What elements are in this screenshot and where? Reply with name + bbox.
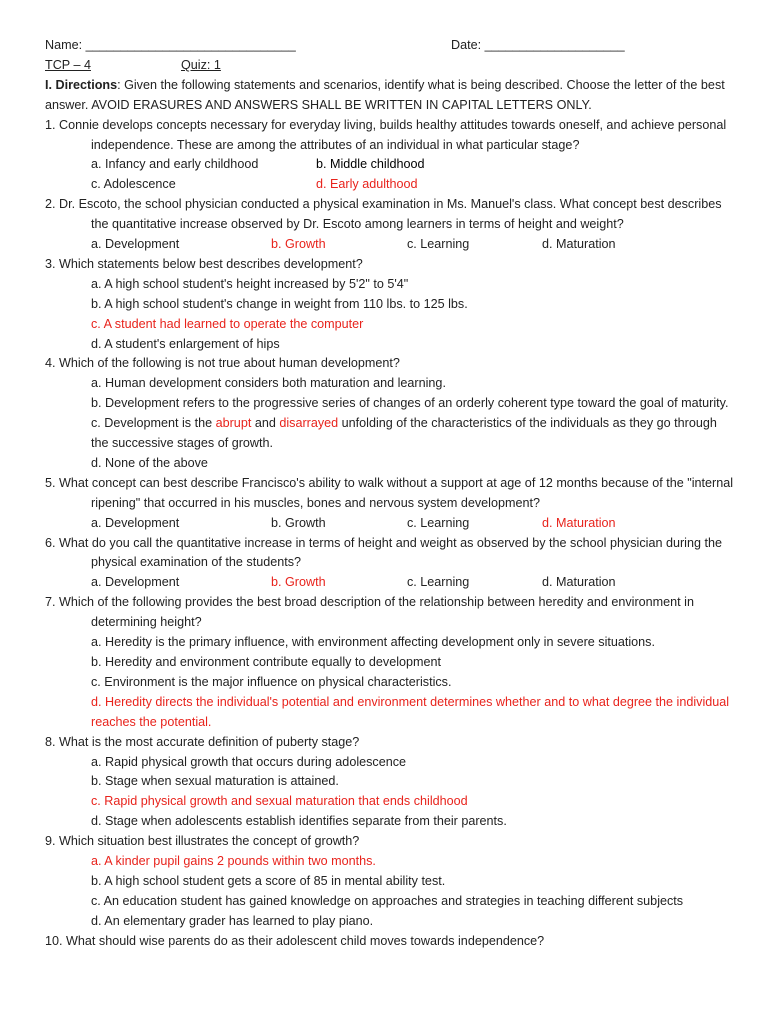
q4-option-c-part-3: unfolding of the characteristics of the individuals as they go through the successive stages of growth. — [91, 416, 717, 451]
q9-option-a-answer[interactable]: a. A kinder pupil gains 2 pounds within two months. — [91, 854, 376, 869]
q2-option-d[interactable]: d. Maturation — [542, 237, 616, 251]
q4-option-d[interactable]: d. None of the above — [91, 455, 208, 470]
quiz-page — [45, 36, 735, 952]
q4-option-c[interactable] — [45, 414, 735, 454]
q6-option-c[interactable]: c. Learning — [407, 575, 470, 590]
directions — [45, 76, 735, 116]
question-1-options-row-1 — [45, 155, 735, 175]
q8-option-a[interactable]: a. Rapid physical growth that occurs during adolescence — [91, 754, 407, 769]
q2-option-a[interactable]: a. Development — [91, 237, 180, 251]
q9-option-d[interactable]: d. An elementary grader has learned to play piano. — [91, 913, 374, 928]
q4-option-a[interactable]: a. Human development considers both maturation and learning. — [91, 376, 446, 391]
question-1: 1. Connie develops concepts necessary for everyday living, builds healthy attitudes towards oneself, and achieve personal independence. These are among the attributes of an individual in what particular stage? — [45, 117, 727, 152]
q8-option-c-answer[interactable]: c. Rapid physical growth and sexual maturation that ends childhood — [91, 794, 468, 809]
q9-option-b[interactable]: b. A high school student gets a score of 85 in mental ability test. — [91, 873, 446, 888]
q2-option-c[interactable]: c. Learning — [407, 237, 470, 251]
directions-text: : Given the following statements and scenarios, identify what is being described. Choose the letter of the best answer. AVOID ERASURES AND ANSWERS SHALL BE WRITTEN IN CAPITAL LETTERS ONLY. — [45, 77, 725, 112]
question-3: 3. Which statements below best describes development? — [45, 256, 363, 271]
q4-keyword-abrupt: abrupt — [215, 416, 252, 431]
question-7: 7. Which of the following provides the best broad description of the relationship between heredity and environment in determining height? — [45, 595, 694, 630]
q7-option-a[interactable]: a. Heredity is the primary influence, with environment affecting development only in severe situations. — [91, 635, 655, 650]
q3-option-a[interactable]: a. A high school student's height increased by 5'2" to 5'4" — [91, 276, 409, 291]
question-2: 2. Dr. Escoto, the school physician conducted a physical examination in Ms. Manuel's class. What concept best describes the quantitative increase observed by Dr. Escoto among learners in terms of height and weight? — [45, 197, 722, 232]
q7-option-d-answer[interactable]: d. Heredity directs the individual's potential and environment determines whether and to what degree the individual reaches the potential. — [91, 694, 730, 729]
question-2-options — [45, 235, 735, 255]
q4-option-c-part-2: and — [251, 416, 280, 431]
q1-option-b[interactable]: b. Middle childhood — [316, 157, 425, 172]
question-1-options-row-2 — [45, 175, 735, 195]
question-6: 6. What do you call the quantitative increase in terms of height and weight as observed by the school physician during the physical examination of the students? — [45, 535, 722, 570]
q7-option-c[interactable]: c. Environment is the major influence on physical characteristics. — [91, 674, 452, 689]
q9-option-c[interactable]: c. An education student has gained knowledge on approaches and strategies in teaching different subjects — [91, 893, 684, 908]
q5-option-c[interactable]: c. Learning — [407, 515, 470, 530]
date-field[interactable]: Date: ____________________ — [451, 38, 625, 52]
course-code: TCP – 4 — [45, 57, 91, 72]
q3-option-c-answer[interactable]: c. A student had learned to operate the computer — [91, 316, 364, 331]
question-5-options — [45, 514, 735, 534]
q5-option-d-answer[interactable]: d. Maturation — [542, 515, 616, 530]
question-8: 8. What is the most accurate definition of puberty stage? — [45, 734, 360, 749]
q4-option-b[interactable]: b. Development refers to the progressive series of changes of an orderly coherent type toward the goal of maturity. — [91, 396, 729, 411]
name-field[interactable]: Name: ______________________________ — [45, 38, 296, 52]
q6-option-a[interactable]: a. Development — [91, 575, 180, 590]
q4-keyword-disarrayed: disarrayed — [279, 416, 339, 431]
course-row — [45, 56, 735, 76]
directions-label: I. Directions — [45, 77, 118, 92]
question-9: 9. Which situation best illustrates the concept of growth? — [45, 834, 360, 849]
question-10: 10. What should wise parents do as their adolescent child moves towards independence? — [45, 933, 545, 948]
question-4: 4. Which of the following is not true about human development? — [45, 356, 400, 371]
q6-option-d[interactable]: d. Maturation — [542, 575, 616, 590]
q5-option-b[interactable]: b. Growth — [271, 515, 326, 530]
q1-option-a[interactable]: a. Infancy and early childhood — [91, 157, 259, 172]
q8-option-b[interactable]: b. Stage when sexual maturation is attained. — [91, 774, 339, 789]
quiz-number: Quiz: 1 — [181, 57, 221, 72]
q6-option-b-answer[interactable]: b. Growth — [271, 575, 326, 590]
q5-option-a[interactable]: a. Development — [91, 515, 180, 530]
question-5: 5. What concept can best describe Francisco's ability to walk without a support at age of 12 months because of the "internal ripening" that occurred in his muscles, bones and nervous system development? — [45, 475, 734, 510]
q2-option-b-answer[interactable]: b. Growth — [271, 237, 326, 251]
q3-option-d[interactable]: d. A student's enlargement of hips — [91, 336, 280, 351]
q1-option-d-answer[interactable]: d. Early adulthood — [316, 177, 418, 192]
question-6-options — [45, 573, 735, 593]
q7-option-b[interactable]: b. Heredity and environment contribute equally to development — [91, 654, 442, 669]
name-date-row — [45, 36, 735, 56]
q4-option-c-part-1: c. Development is the — [91, 416, 216, 431]
q8-option-d[interactable]: d. Stage when adolescents establish identifies separate from their parents. — [91, 814, 507, 829]
q1-option-c[interactable]: c. Adolescence — [91, 177, 176, 192]
q3-option-b[interactable]: b. A high school student's change in weight from 110 lbs. to 125 lbs. — [91, 296, 468, 311]
